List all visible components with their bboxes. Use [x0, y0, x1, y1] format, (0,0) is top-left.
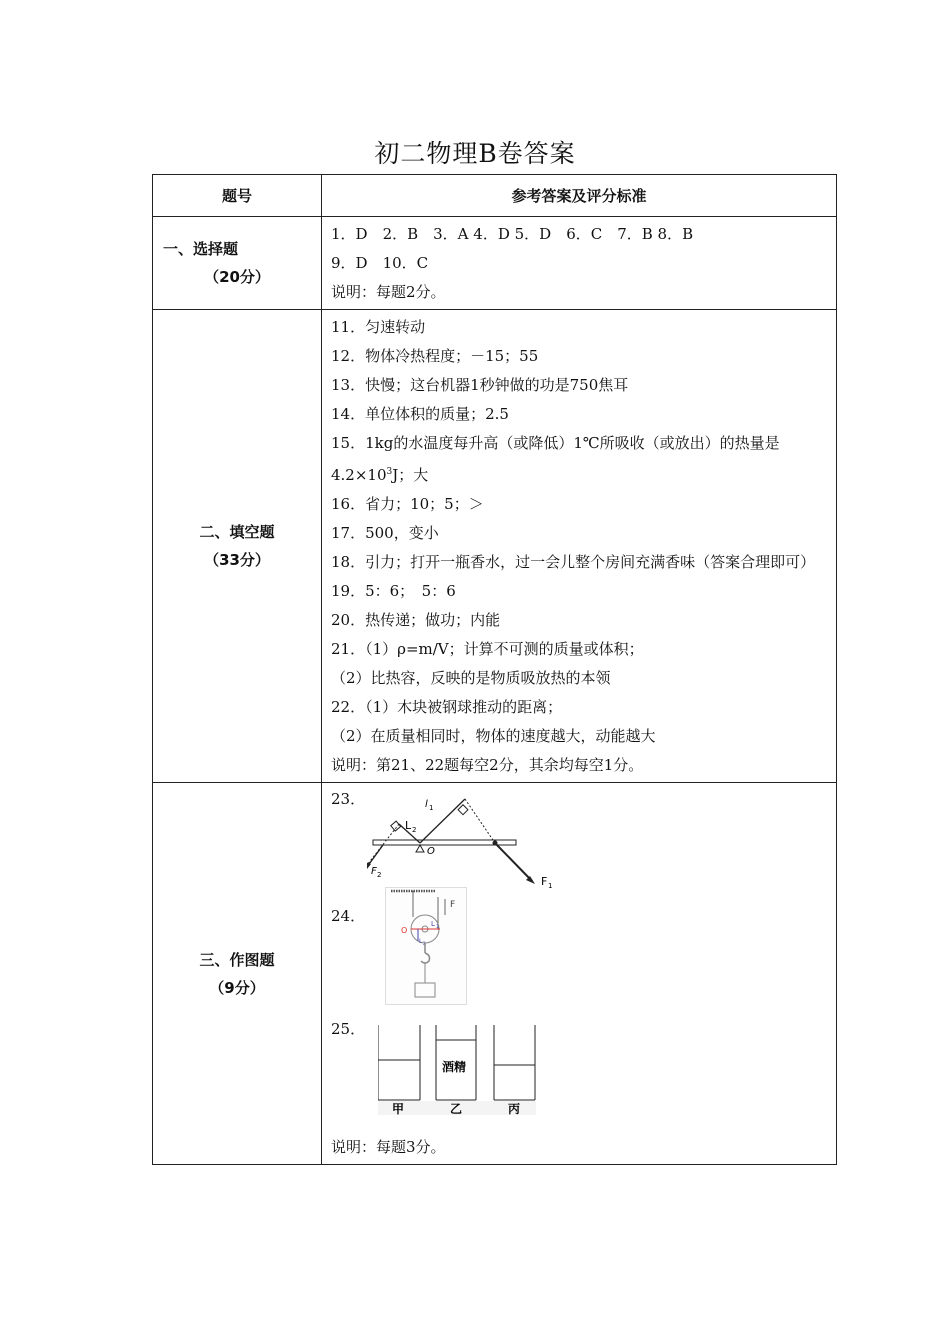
- answer-line: [331, 429, 828, 490]
- container-diagram: [378, 1025, 538, 1117]
- section-answers: [322, 783, 837, 1165]
- section-row-fill: [153, 310, 837, 783]
- answer-line: 23．: [331, 790, 366, 808]
- label-o: O: [427, 846, 435, 857]
- lever-diagram: [367, 793, 567, 891]
- answer-line: 20．热传递；做功；内能: [331, 611, 501, 629]
- header-col-number: 题号: [153, 175, 322, 217]
- label-f1-sub: 1: [548, 882, 553, 890]
- section-score: （9分）: [209, 978, 265, 997]
- q25-block: [331, 1015, 828, 1133]
- answer-text: J；大: [392, 466, 429, 484]
- label-o: O: [401, 926, 408, 935]
- answer-line: 9．D 10．C: [331, 254, 429, 272]
- label-f: F: [450, 900, 456, 910]
- section-name: 一、选择题: [163, 240, 239, 258]
- label-l1: L: [431, 920, 435, 928]
- label-l2-sub: 2: [412, 826, 417, 834]
- answer-note: 说明：每题2分。: [331, 283, 446, 301]
- q24-block: [331, 887, 828, 1015]
- label-f2-sub: 2: [377, 871, 382, 879]
- section-answers: [322, 217, 837, 310]
- section-row-choice: [153, 217, 837, 310]
- section-score: （20分）: [204, 268, 270, 286]
- section-label: [153, 783, 322, 1165]
- label-f1: F: [541, 875, 548, 888]
- answer-note: 说明：每题3分。: [331, 1138, 446, 1156]
- label-l1-sub: 1: [436, 924, 440, 930]
- answer-line: 21．（1）ρ=m/V；计算不可测的质量或体积；: [331, 640, 644, 658]
- superscript: 3: [386, 467, 393, 477]
- table-header-row: [153, 175, 837, 217]
- answer-text: 4.2×10: [331, 466, 387, 484]
- answer-line: 24．: [331, 907, 366, 925]
- answer-note: 说明：第21、22题每空2分，其余均每空1分。: [331, 756, 644, 774]
- section-name: 三、作图题: [199, 950, 275, 969]
- answer-line: 13．快慢；这台机器1秒钟做的功是750焦耳: [331, 376, 629, 394]
- answer-line: 16．省力；10；5；＞: [331, 495, 484, 513]
- answer-line: 14．单位体积的质量；2.5: [331, 405, 509, 423]
- label-l1: l: [425, 799, 428, 810]
- label-l2: L: [405, 819, 412, 832]
- label-alcohol: 酒精: [442, 1060, 467, 1074]
- label-l2: L: [419, 938, 423, 945]
- answer-line: 18．引力；打开一瓶香水，过一会儿整个房间充满香味（答案合理即可）: [331, 553, 816, 571]
- section-name: 二、填空题: [199, 523, 275, 541]
- answer-line: 11．匀速转动: [331, 318, 426, 336]
- label-f2: F: [371, 866, 377, 877]
- answer-line: 12．物体冷热程度；－15；55: [331, 347, 539, 365]
- answer-line: 22．（1）木块被钢球推动的距离；: [331, 698, 563, 716]
- answer-text: 15．1kg的水温度每升高（或降低）1℃所吸收（或放出）的热量是: [331, 434, 780, 452]
- label-l1-sub: 1: [429, 804, 434, 812]
- page-title: 初二物理B卷答案: [374, 139, 576, 168]
- label-jia: 甲: [392, 1102, 405, 1116]
- answer-line: 1．D 2．B 3．A 4．D 5．D 6．C 7．B 8．B: [331, 225, 694, 243]
- label-bing: 丙: [508, 1102, 521, 1116]
- section-label: [153, 217, 322, 310]
- q23-block: [331, 785, 828, 890]
- section-score: （33分）: [204, 551, 270, 569]
- label-l2-sub: 2: [423, 941, 426, 946]
- pulley-diagram: [385, 887, 467, 1005]
- answer-line: （2）比热容，反映的是物质吸放热的本领: [331, 669, 611, 687]
- answer-line: 25．: [331, 1020, 366, 1038]
- section-row-drawing: [153, 783, 837, 1165]
- answer-line: 19．5：6； 5：6: [331, 582, 456, 600]
- header-col-answer: 参考答案及评分标准: [322, 175, 837, 217]
- answer-line: 17．500，变小: [331, 524, 439, 542]
- section-label: [153, 310, 322, 783]
- answer-line: （2）在质量相同时，物体的速度越大，动能越大: [331, 727, 656, 745]
- answer-table: [152, 174, 837, 1165]
- section-answers: [322, 310, 837, 783]
- label-yi: 乙: [450, 1102, 463, 1116]
